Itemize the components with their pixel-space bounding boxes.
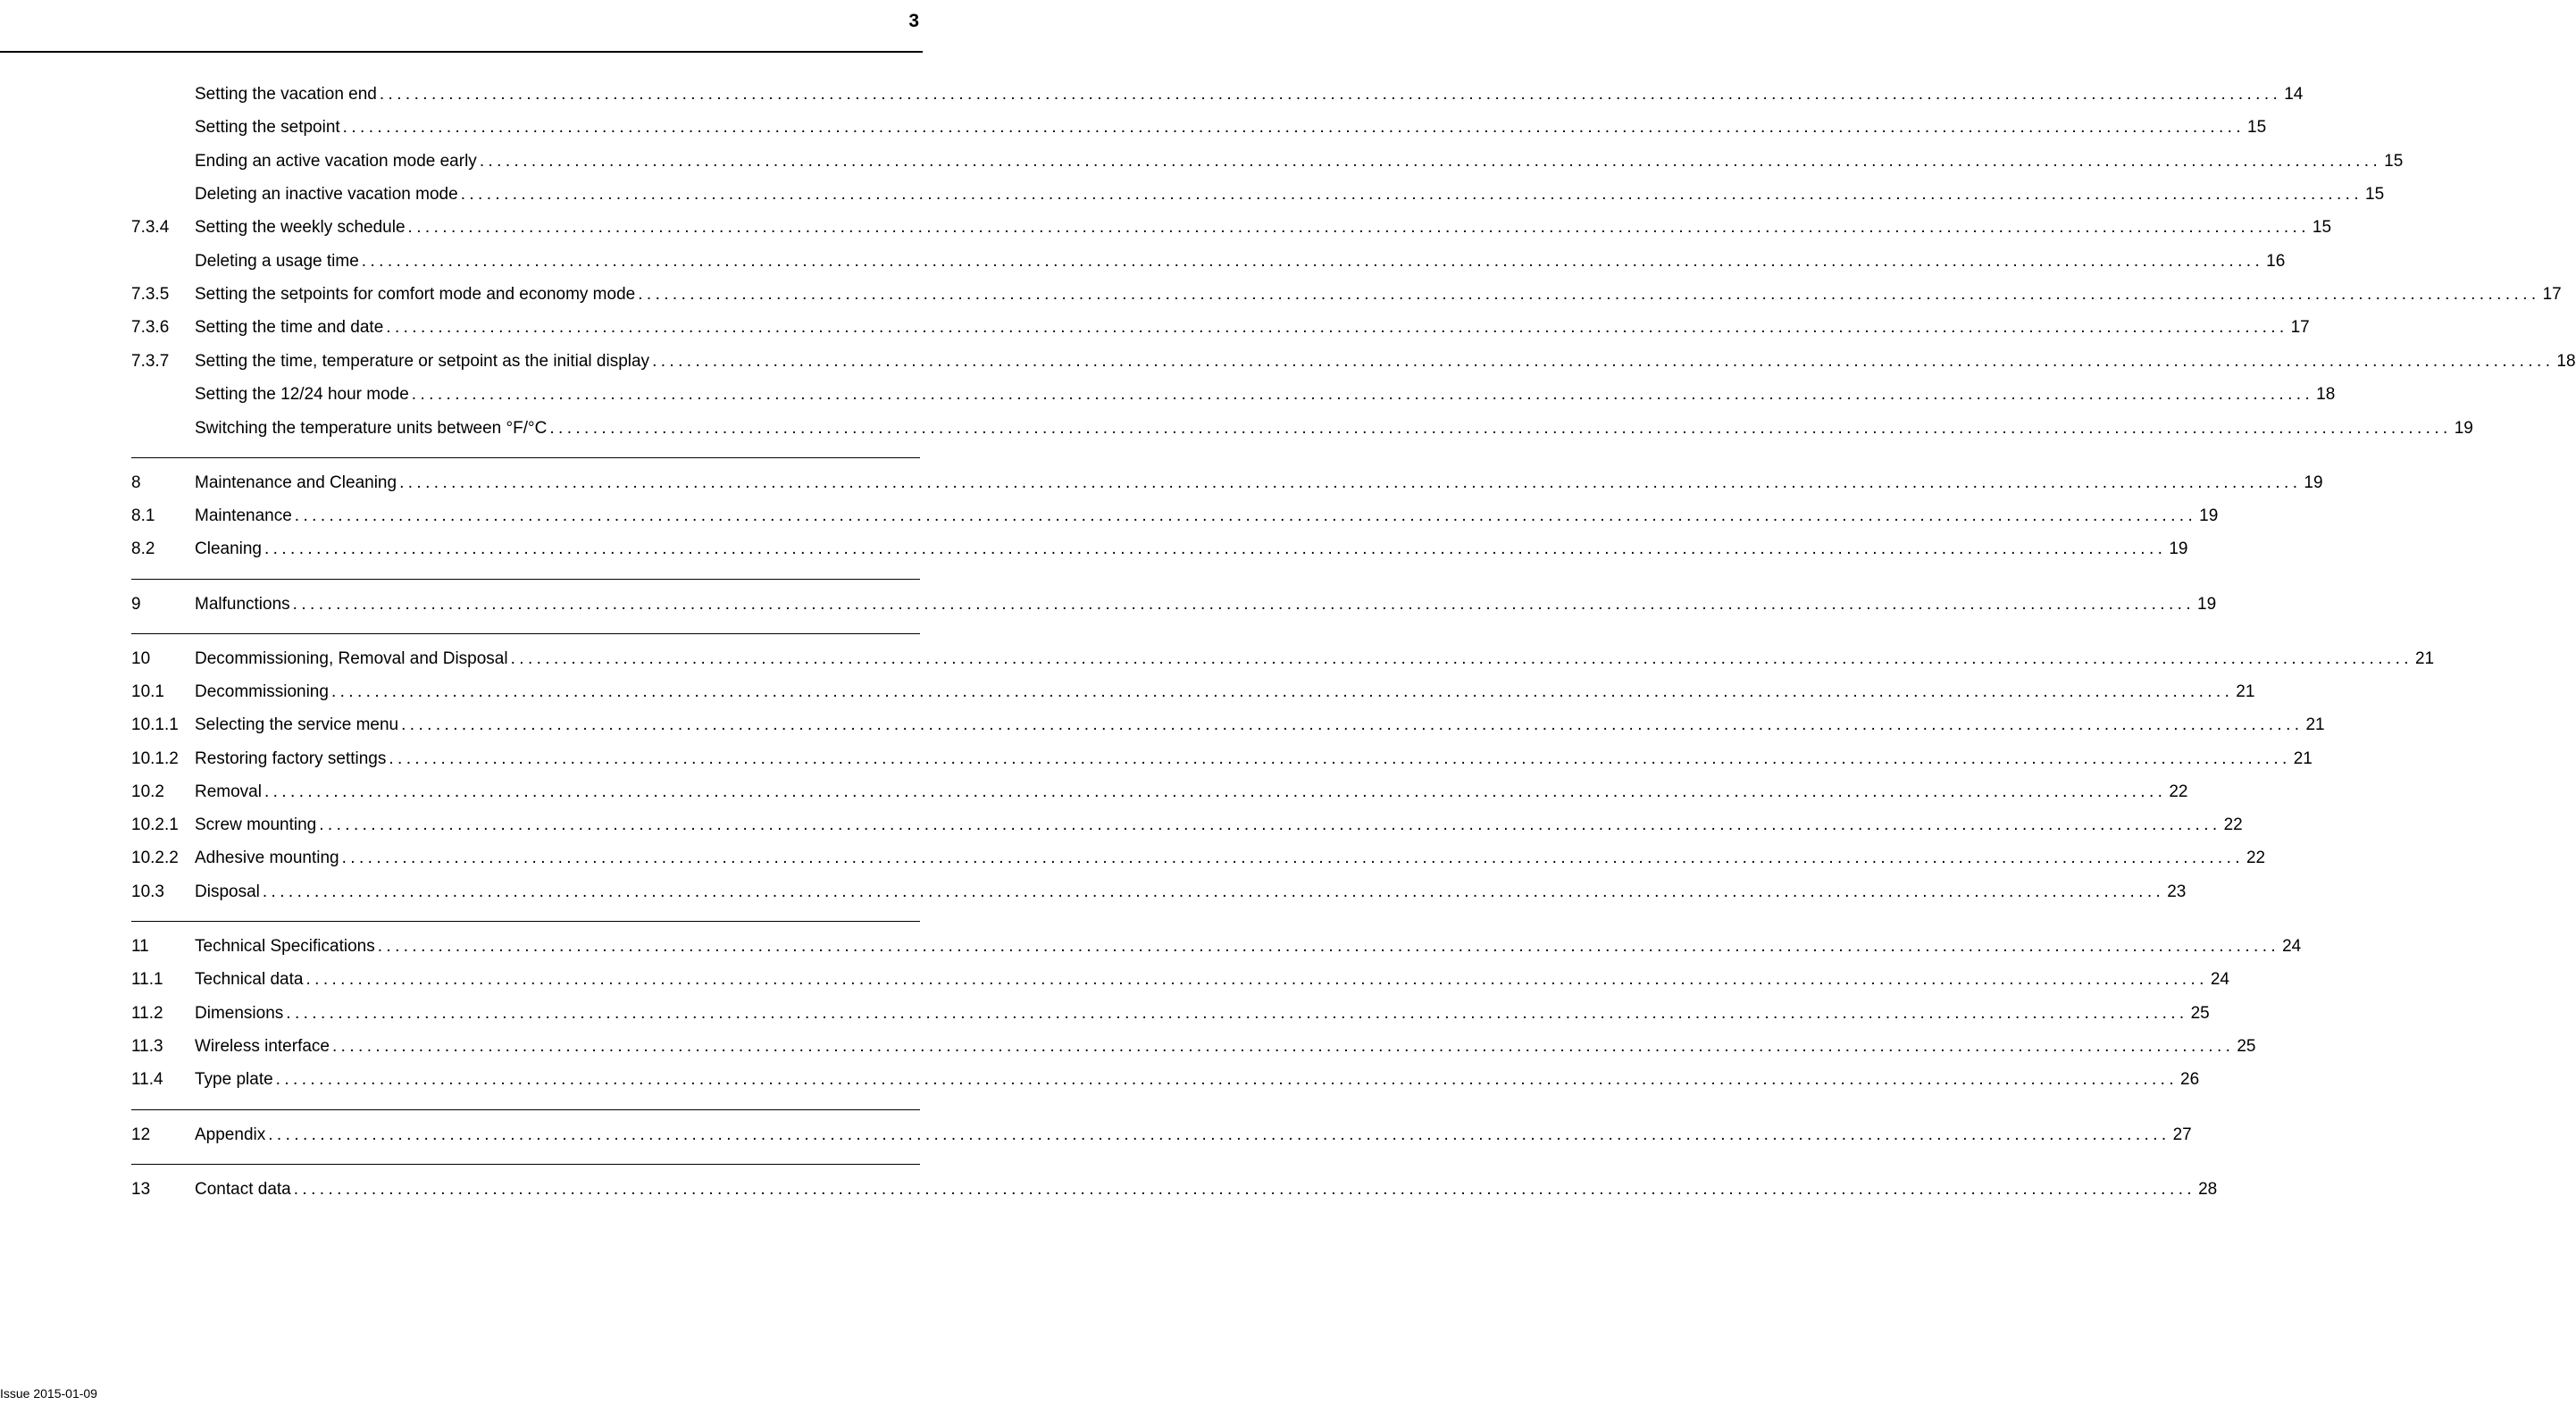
toc-entry[interactable] bbox=[131, 417, 2473, 440]
toc-entry-page: 26 bbox=[2180, 1070, 2200, 1089]
toc-dot-leader: ............................................................................................................................................................................................................................ bbox=[268, 1125, 2170, 1144]
toc-entry[interactable] bbox=[131, 150, 2404, 173]
toc-entry-title: Cleaning bbox=[195, 539, 262, 558]
toc-dot-leader: ............................................................................................................................................................................................................................ bbox=[262, 882, 2165, 901]
toc-entry[interactable] bbox=[131, 283, 2562, 306]
toc-entry-number: 11.2 bbox=[131, 1004, 163, 1023]
toc-entry-title: Disposal bbox=[195, 882, 260, 901]
toc-dot-leader: ............................................................................................................................................................................................................................ bbox=[292, 595, 2195, 614]
toc-dot-leader: ............................................................................................................................................................................................................................ bbox=[341, 849, 2244, 867]
toc-entry-title: Setting the setpoints for comfort mode and economy mode bbox=[195, 285, 636, 304]
toc-entry-title: Contact data bbox=[195, 1180, 291, 1199]
toc-entry-page: 19 bbox=[2199, 506, 2219, 525]
toc-entry-page: 23 bbox=[2167, 882, 2187, 901]
toc-entry[interactable] bbox=[131, 538, 2188, 561]
toc-entry-number: 10.1.1 bbox=[131, 715, 179, 734]
toc-entry-page: 17 bbox=[2290, 318, 2310, 337]
toc-entry[interactable] bbox=[131, 1035, 2256, 1058]
toc-entry-number: 10 bbox=[131, 649, 151, 668]
toc-dot-leader: ............................................................................................................................................................................................................................ bbox=[389, 749, 2291, 768]
toc-dot-leader: ............................................................................................................................................................................................................................ bbox=[377, 937, 2280, 956]
toc-entry-number: 8.1 bbox=[131, 506, 155, 525]
toc-entry-page: 19 bbox=[2197, 595, 2217, 614]
toc-entry-title: Adhesive mounting bbox=[195, 849, 339, 867]
toc-entry-title: Technical Specifications bbox=[195, 937, 375, 956]
toc-entry-number: 7.3.5 bbox=[131, 285, 170, 304]
toc-entry-number: 10.2.2 bbox=[131, 849, 179, 867]
toc-entry-title: Maintenance and Cleaning bbox=[195, 473, 397, 492]
toc-entry[interactable] bbox=[131, 183, 2385, 206]
section-divider bbox=[131, 457, 920, 458]
toc-entry[interactable] bbox=[131, 1068, 2200, 1091]
toc-entry-page: 21 bbox=[2305, 715, 2325, 734]
toc-entry[interactable] bbox=[131, 714, 2325, 737]
toc-dot-leader: ............................................................................................................................................................................................................................ bbox=[264, 539, 2167, 558]
toc-entry-page: 19 bbox=[2454, 419, 2473, 438]
toc-entry-page: 19 bbox=[2169, 539, 2188, 558]
toc-entry-page: 25 bbox=[2237, 1037, 2256, 1056]
toc-entry[interactable] bbox=[131, 648, 2435, 671]
toc-entry[interactable] bbox=[131, 383, 2336, 406]
toc-entry[interactable] bbox=[131, 472, 2323, 495]
toc-entry[interactable] bbox=[131, 935, 2302, 958]
footer-issue-date: Issue 2015-01-09 bbox=[0, 1386, 97, 1401]
toc-dot-leader: ............................................................................................................................................................................................................................ bbox=[401, 715, 2304, 734]
toc-entry-title: Type plate bbox=[195, 1070, 273, 1089]
toc-entry[interactable] bbox=[131, 593, 2217, 616]
toc-entry[interactable] bbox=[131, 1002, 2210, 1025]
toc-entry-number: 7.3.4 bbox=[131, 218, 170, 237]
toc-entry[interactable] bbox=[131, 881, 2187, 904]
toc-entry-title: Appendix bbox=[195, 1125, 266, 1144]
toc-entry[interactable] bbox=[131, 1124, 2192, 1147]
toc-dot-leader: ............................................................................................................................................................................................................................ bbox=[319, 815, 2221, 834]
toc-entry-page: 19 bbox=[2304, 473, 2323, 492]
toc-entry-page: 24 bbox=[2210, 970, 2229, 989]
toc-entry-page: 15 bbox=[2312, 218, 2332, 237]
toc-dot-leader: ............................................................................................................................................................................................................................ bbox=[652, 352, 2555, 371]
toc-entry-number: 11.3 bbox=[131, 1037, 163, 1056]
toc-entry-title: Wireless interface bbox=[195, 1037, 330, 1056]
toc-entry[interactable] bbox=[131, 316, 2310, 339]
toc-dot-leader: ............................................................................................................................................................................................................................ bbox=[330, 682, 2234, 701]
toc-entry-title: Setting the vacation end bbox=[195, 85, 377, 104]
toc-dot-leader: ............................................................................................................................................................................................................................ bbox=[294, 506, 2197, 525]
toc-dot-leader: ............................................................................................................................................................................................................................ bbox=[460, 185, 2363, 204]
toc-dot-leader: ............................................................................................................................................................................................................................ bbox=[386, 318, 2288, 337]
toc-entry[interactable] bbox=[131, 814, 2243, 837]
toc-entry-title: Setting the weekly schedule bbox=[195, 218, 406, 237]
toc-entry-number: 7.3.7 bbox=[131, 352, 170, 371]
toc-entry-title: Setting the time and date bbox=[195, 318, 384, 337]
toc-entry-title: Setting the setpoint bbox=[195, 118, 340, 137]
toc-entry-number: 11 bbox=[131, 937, 149, 956]
toc-entry[interactable] bbox=[131, 216, 2332, 239]
toc-dot-leader: ............................................................................................................................................................................................................................ bbox=[510, 649, 2413, 668]
toc-entry-page: 22 bbox=[2246, 849, 2266, 867]
toc-entry-page: 16 bbox=[2266, 252, 2286, 271]
toc-entry-page: 15 bbox=[2365, 185, 2385, 204]
toc-entry-number: 7.3.6 bbox=[131, 318, 170, 337]
toc-entry[interactable] bbox=[131, 781, 2188, 804]
toc-entry-title: Switching the temperature units between °F/°C bbox=[195, 419, 548, 438]
toc-entry-number: 11.4 bbox=[131, 1070, 163, 1089]
toc-entry-page: 21 bbox=[2414, 649, 2435, 668]
toc-dot-leader: ............................................................................................................................................................................................................................ bbox=[275, 1070, 2179, 1089]
toc-entry[interactable] bbox=[131, 83, 2304, 106]
page-number: 3 bbox=[908, 11, 919, 31]
toc-entry-number: 13 bbox=[131, 1180, 151, 1199]
toc-entry-number: 8.2 bbox=[131, 539, 155, 558]
toc-entry-title: Deleting a usage time bbox=[195, 252, 359, 271]
section-divider bbox=[131, 1164, 920, 1165]
toc-entry-page: 14 bbox=[2284, 85, 2304, 104]
toc-entry-title: Maintenance bbox=[195, 506, 292, 525]
toc-entry[interactable] bbox=[131, 968, 2229, 991]
toc-entry[interactable] bbox=[131, 748, 2313, 771]
section-divider bbox=[131, 1109, 920, 1110]
toc-entry-page: 15 bbox=[2384, 152, 2404, 171]
toc-dot-leader: ............................................................................................................................................................................................................................ bbox=[305, 970, 2208, 989]
toc-entry-title: Deleting an inactive vacation mode bbox=[195, 185, 458, 204]
toc-entry-page: 17 bbox=[2542, 285, 2562, 304]
toc-entry-title: Removal bbox=[195, 782, 262, 801]
toc-entry-title: Dimensions bbox=[195, 1004, 284, 1023]
toc-entry-number: 9 bbox=[131, 595, 141, 614]
toc-entry-page: 27 bbox=[2172, 1125, 2192, 1144]
toc-dot-leader: ............................................................................................................................................................................................................................ bbox=[399, 473, 2302, 492]
toc-dot-leader: ............................................................................................................................................................................................................................ bbox=[411, 385, 2314, 404]
toc-dot-leader: ............................................................................................................................................................................................................................ bbox=[361, 252, 2264, 271]
section-divider bbox=[131, 579, 920, 580]
toc-entry-page: 25 bbox=[2190, 1004, 2210, 1023]
toc-entry-title: Setting the 12/24 hour mode bbox=[195, 385, 409, 404]
toc-entry-number: 8 bbox=[131, 473, 141, 492]
toc-entry-page: 15 bbox=[2247, 118, 2267, 137]
toc-entry-title: Decommissioning bbox=[195, 682, 329, 701]
toc-entry-title: Screw mounting bbox=[195, 815, 317, 834]
toc-dot-leader: ............................................................................................................................................................................................................................ bbox=[638, 285, 2540, 304]
toc-entry-number: 10.2 bbox=[131, 782, 164, 801]
section-divider bbox=[131, 633, 920, 634]
toc-dot-leader: ............................................................................................................................................................................................................................ bbox=[549, 419, 2452, 438]
toc-entry-number: 10.2.1 bbox=[131, 815, 179, 834]
toc-dot-leader: ............................................................................................................................................................................................................................ bbox=[332, 1037, 2235, 1056]
toc-entry-title: Decommissioning, Removal and Disposal bbox=[195, 649, 508, 668]
toc-entry-page: 18 bbox=[2316, 385, 2336, 404]
toc-entry[interactable] bbox=[131, 1178, 2218, 1201]
toc-entry[interactable] bbox=[131, 847, 2266, 870]
toc-entry-number: 12 bbox=[131, 1125, 151, 1144]
toc-entry-title: Setting the time, temperature or setpoint as the initial display bbox=[195, 352, 650, 371]
toc-dot-leader: ............................................................................................................................................................................................................................ bbox=[342, 118, 2246, 137]
toc-entry[interactable] bbox=[131, 505, 2219, 528]
toc-dot-leader: ............................................................................................................................................................................................................................ bbox=[263, 782, 2167, 801]
toc-entry-page: 24 bbox=[2282, 937, 2302, 956]
toc-entry-title: Selecting the service menu bbox=[195, 715, 399, 734]
toc-dot-leader: ............................................................................................................................................................................................................................ bbox=[379, 85, 2282, 104]
toc-entry-title: Malfunctions bbox=[195, 595, 290, 614]
toc-entry[interactable] bbox=[131, 681, 2255, 704]
toc-dot-leader: ............................................................................................................................................................................................................................ bbox=[286, 1004, 2188, 1023]
toc-entry-number: 10.1 bbox=[131, 682, 164, 701]
toc-entry-title: Ending an active vacation mode early bbox=[195, 152, 477, 171]
toc-entry-title: Restoring factory settings bbox=[195, 749, 387, 768]
toc-dot-leader: ............................................................................................................................................................................................................................ bbox=[479, 152, 2382, 171]
toc-entry[interactable] bbox=[131, 116, 2267, 139]
toc-entry[interactable] bbox=[131, 250, 2286, 273]
toc-entry-page: 22 bbox=[2169, 782, 2188, 801]
toc-entry-page: 21 bbox=[2293, 749, 2313, 768]
toc-entry-page: 22 bbox=[2223, 815, 2243, 834]
toc-entry-number: 10.3 bbox=[131, 882, 164, 901]
toc-entry-number: 10.1.2 bbox=[131, 749, 179, 768]
toc-entry-page: 21 bbox=[2236, 682, 2255, 701]
toc-entry-title: Technical data bbox=[195, 970, 304, 989]
section-divider bbox=[131, 921, 920, 922]
toc-dot-leader: ............................................................................................................................................................................................................................ bbox=[293, 1180, 2196, 1199]
toc-dot-leader: ............................................................................................................................................................................................................................ bbox=[407, 218, 2310, 237]
toc-entry-page: 18 bbox=[2556, 352, 2576, 371]
toc-entry-number: 11.1 bbox=[131, 970, 163, 989]
toc-entry-page: 28 bbox=[2198, 1180, 2218, 1199]
toc-entry[interactable] bbox=[131, 350, 2576, 373]
